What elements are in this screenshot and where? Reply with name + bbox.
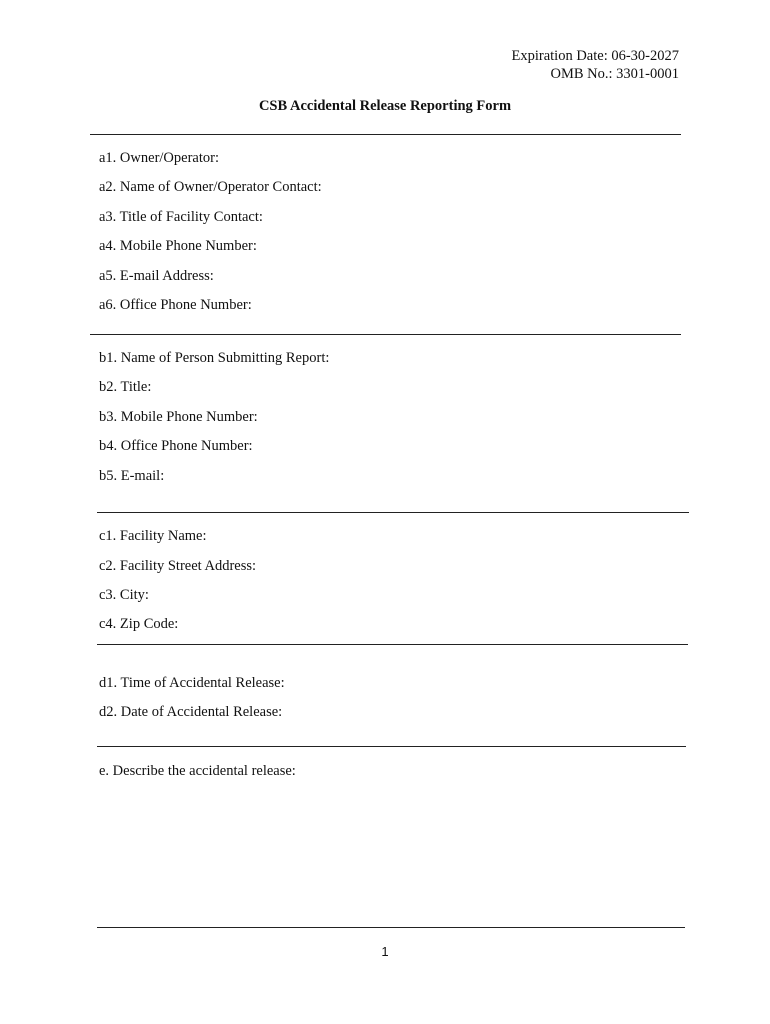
field-release-description[interactable]: e. Describe the accidental release: xyxy=(99,763,296,779)
field-facility-name[interactable]: c1. Facility Name: xyxy=(99,528,207,544)
field-contact-email[interactable]: a5. E-mail Address: xyxy=(99,268,214,284)
field-contact-office-phone[interactable]: a6. Office Phone Number: xyxy=(99,297,252,313)
divider-section-b xyxy=(97,512,689,513)
field-submitter-name[interactable]: b1. Name of Person Submitting Report: xyxy=(99,350,330,366)
field-owner-operator[interactable]: a1. Owner/Operator: xyxy=(99,150,219,166)
field-submitter-email[interactable]: b5. E-mail: xyxy=(99,468,165,484)
field-owner-operator-contact-name[interactable]: a2. Name of Owner/Operator Contact: xyxy=(99,179,322,195)
form-metadata xyxy=(511,47,679,83)
field-facility-street-address[interactable]: c2. Facility Street Address: xyxy=(99,558,257,574)
omb-number: OMB No.: 3301-0001 xyxy=(550,66,679,82)
divider-title xyxy=(90,134,681,135)
divider-section-c xyxy=(97,644,688,645)
field-release-date[interactable]: d2. Date of Accidental Release: xyxy=(99,704,283,720)
field-facility-zip-code[interactable]: c4. Zip Code: xyxy=(99,616,179,632)
field-submitter-mobile-phone[interactable]: b3. Mobile Phone Number: xyxy=(99,409,258,425)
form-title: CSB Accidental Release Reporting Form xyxy=(258,98,512,114)
field-submitter-title[interactable]: b2. Title: xyxy=(99,379,152,395)
field-facility-contact-title[interactable]: a3. Title of Facility Contact: xyxy=(99,209,263,225)
divider-section-a xyxy=(90,334,681,335)
field-contact-mobile-phone[interactable]: a4. Mobile Phone Number: xyxy=(99,238,257,254)
divider-section-d xyxy=(97,746,686,747)
field-facility-city[interactable]: c3. City: xyxy=(99,587,149,603)
divider-section-e xyxy=(97,927,685,928)
field-submitter-office-phone[interactable]: b4. Office Phone Number: xyxy=(99,438,253,454)
expiration-date: Expiration Date: 06-30-2027 xyxy=(511,48,679,64)
field-release-time[interactable]: d1. Time of Accidental Release: xyxy=(99,675,285,691)
page-number: 1 xyxy=(381,944,389,959)
